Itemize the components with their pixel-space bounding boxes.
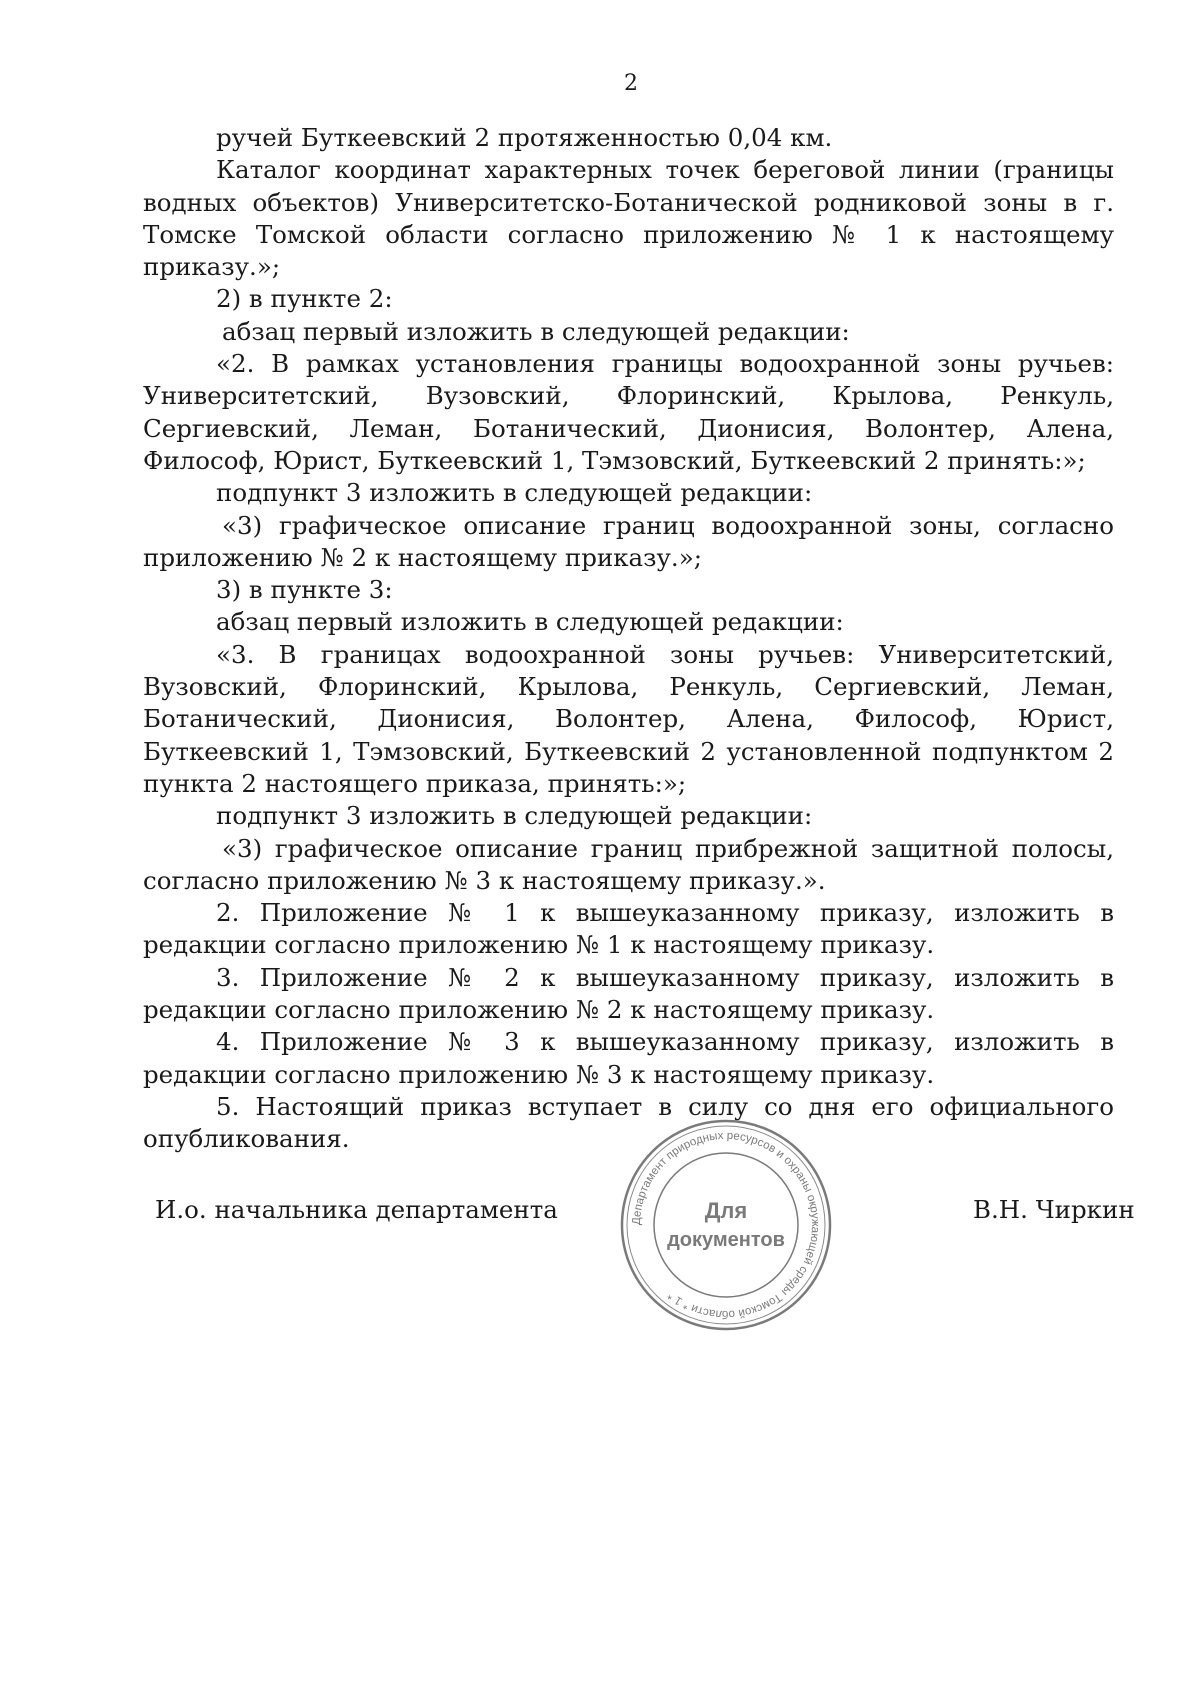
official-stamp [619,1118,833,1332]
paragraph-item-2-text: «2. В рамках установления границы водоохранной зоны ручьев: Университетский, Вузовский, Флоринский, Крылова, Ренкуль, Сергиевский, Леман, Ботанический, Дионисия, Волонтер, Алена, Философ, Юрист, Буткеевский 1, Тэмзовский, Буткеевский 2 принять:»; [143,349,1114,475]
paragraph-item-2-subclause-heading: подпункт 3 изложить в следующей редакции: [216,478,813,508]
paragraph-item-3-text: «3. В границах водоохранной зоны ручьев: Университетский, Вузовский, Флоринский, Крылова, Ренкуль, Сергиевский, Леман, Ботанический, Дионисия, Волонтер, Алена, Философ, Юрист, Буткеевский 1, Тэмзовский, Буткеевский 2 установленной подпунктом 2 пункта 2 настоящего приказа, принять:»; [143,639,1114,798]
paragraph-item-2-heading: 2) в пункте 2: [216,284,393,314]
stamp-inner-ring [654,1153,798,1297]
page-number: 2 [624,71,638,96]
paragraph-effective-date: 5. Настоящий приказ вступает в силу со дня его официального опубликования. [143,1091,1114,1154]
paragraph-item-3-subclause-text: «3) графическое описание границ прибрежной защитной полосы, согласно приложению № 3 к настоящему приказу.». [143,833,1114,895]
stamp-outer-ring-inner [627,1126,825,1324]
stamp-center-line-1: Для [704,1198,748,1223]
paragraph-item-3-heading: 3) в пункте 3: [216,575,393,605]
paragraph-item-3-first-clause: абзац первый изложить в следующей редакции: [216,607,844,637]
paragraph-appendix-3: 4. Приложение № 3 к вышеуказанному приказу, изложить в редакции согласно приложению № 3 к настоящему приказу. [143,1027,1114,1089]
stamp-outer-ring [622,1121,830,1329]
paragraph-item-2-first-clause: абзац первый изложить в следующей редакции: [222,316,850,346]
stamp-center-line-2: документов [667,1229,785,1251]
paragraph-item-2-subclause-text: «3) графическое описание границ водоохранной зоны, согласно приложению № 2 к настоящему приказу.»; [143,510,1114,572]
paragraph-stream-length: ручей Буткеевский 2 протяженностью 0,04 км. [216,123,833,152]
paragraph-coordinates-catalog: Каталог координат характерных точек береговой линии (границы водных объектов) Университетско-Ботанической родниковой зоны в г. Томске Томской области согласно приложению № 1 к настоящему приказу.»; [143,155,1114,282]
paragraph-appendix-2: 3. Приложение № 2 к вышеуказанному приказу, изложить в редакции согласно приложению № 2 к настоящему приказу. [143,962,1114,1025]
paragraph-item-3-subclause-heading: подпункт 3 изложить в следующей редакции: [216,801,813,831]
paragraph-appendix-1: 2. Приложение № 1 к вышеуказанному приказу, изложить в редакции согласно приложению № 1 к настоящему приказу. [143,898,1114,960]
signature-title: И.о. начальника департамента [155,1195,558,1224]
signature-name: В.Н. Чиркин [973,1195,1135,1224]
document-body [143,122,1114,1156]
stamp-ring-text: Департамент природных ресурсов и охраны окружающей среды Томской области * 1 * [630,1129,822,1321]
